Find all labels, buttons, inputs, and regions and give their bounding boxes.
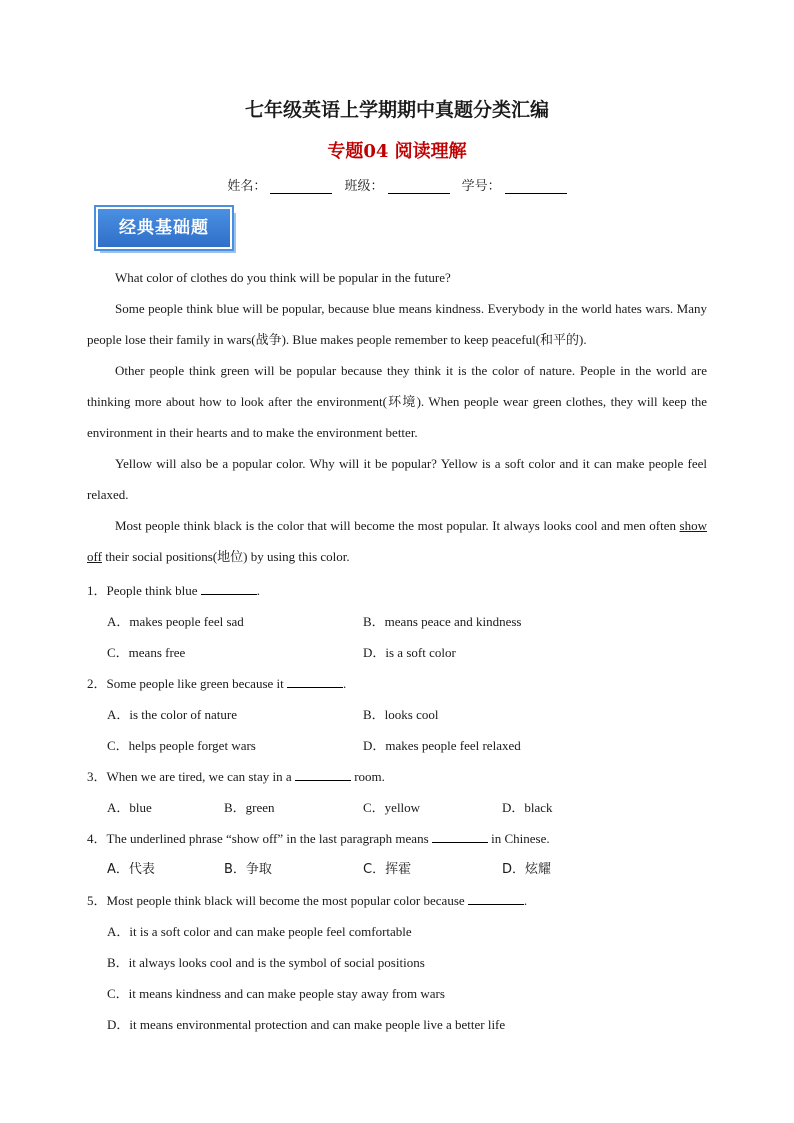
question-1-options-row-1 — [87, 606, 707, 637]
underlined-phrase: show off — [87, 518, 707, 564]
option-c: C．means free — [107, 645, 186, 660]
class-field — [344, 175, 449, 194]
page-title: 七年级英语上学期期中真题分类汇编 — [244, 99, 549, 121]
student-info — [0, 175, 794, 194]
passage-paragraph-2: Some people think blue will be popular, because blue means kindness. Everybody in the world hates wars. Many people lose their family in wars(战争). Blue makes people remember to keep peaceful(和平的). — [87, 301, 707, 347]
option-a: A．blue — [107, 800, 152, 815]
option-b: B．looks cool — [363, 707, 439, 722]
option-c: C．it means kindness and can make people stay away from wars — [107, 986, 445, 1001]
question-2-options-row-2 — [87, 730, 707, 761]
option-b: B．争取 — [224, 862, 272, 877]
answer-blank — [201, 583, 257, 595]
question-2-stem — [87, 668, 707, 699]
option-d: D．black — [502, 800, 553, 815]
class-label: 班级： — [344, 179, 384, 194]
answer-blank — [432, 831, 488, 843]
name-blank — [270, 181, 332, 194]
stem-text: Some people like green because it — [106, 676, 288, 691]
question-number: 2． — [87, 676, 107, 691]
question-number: 4． — [87, 831, 107, 846]
question-2-options-row-1 — [87, 699, 707, 730]
option-a: A．makes people feel sad — [107, 614, 244, 629]
question-list — [87, 575, 707, 1040]
stem-text-end: in Chinese. — [487, 831, 550, 846]
stem-text: Most people think black will become the most popular color because — [106, 893, 468, 908]
stem-text: People think blue — [106, 583, 201, 598]
option-d: D．炫耀 — [502, 862, 552, 877]
stem-text: The underlined phrase “show off” in the last paragraph means — [106, 831, 432, 846]
p5-text-after: their social positions(地位) by using this color. — [101, 549, 350, 564]
question-4-options-row — [87, 854, 707, 885]
badge-label: 经典基础题 — [119, 218, 209, 238]
question-3-options-row — [87, 792, 707, 823]
student-id-field — [462, 175, 567, 194]
question-number: 1． — [87, 583, 107, 598]
question-5-option-c — [87, 978, 707, 1009]
question-4-stem — [87, 823, 707, 854]
option-b: B．it always looks cool and is the symbol of social positions — [107, 955, 425, 970]
student-id-label: 学号： — [461, 179, 501, 194]
question-5-stem — [87, 885, 707, 916]
question-number: 3． — [87, 769, 107, 784]
answer-blank — [295, 769, 351, 781]
question-1-stem — [87, 575, 707, 606]
option-b: B．means peace and kindness — [363, 614, 522, 629]
reading-passage — [87, 262, 707, 572]
question-number: 5． — [87, 893, 107, 908]
option-c: C．helps people forget wars — [107, 738, 256, 753]
page-subtitle: 专题04 阅读理解 — [327, 141, 467, 162]
option-c: C．挥霍 — [363, 862, 412, 877]
question-3-stem — [87, 761, 707, 792]
passage-paragraph-5 — [87, 510, 707, 572]
question-1-options-row-2 — [87, 637, 707, 668]
name-label: 姓名： — [227, 179, 267, 194]
option-a: A．it is a soft color and can make people feel comfortable — [107, 924, 412, 939]
passage-paragraph-4: Yellow will also be a popular color. Why will it be popular? Yellow is a soft color and it can make people feel relaxed. — [87, 456, 707, 502]
option-a: A．代表 — [107, 862, 155, 877]
option-c: C．yellow — [363, 800, 421, 815]
answer-blank — [287, 676, 343, 688]
question-5-option-a — [87, 916, 707, 947]
answer-blank — [468, 893, 524, 905]
class-blank — [388, 181, 450, 194]
option-d: D．it means environmental protection and can make people live a better life — [107, 1017, 506, 1032]
section-badge — [96, 207, 240, 255]
student-id-blank — [505, 181, 567, 194]
question-5-option-b — [87, 947, 707, 978]
stem-text-end: room. — [350, 769, 385, 784]
stem-text: When we are tired, we can stay in a — [106, 769, 295, 784]
option-a: A．is the color of nature — [107, 707, 237, 722]
name-field — [227, 175, 332, 194]
stem-text-end: . — [343, 676, 347, 691]
option-d: D．makes people feel relaxed — [363, 738, 521, 753]
stem-text-end: . — [256, 583, 261, 598]
passage-paragraph-3: Other people think green will be popular because they think it is the color of nature. People in the world are thinking more about how to look after the environment(环境). When people wear green clothes, they will keep the environment in their hearts and to make the environment better. — [87, 363, 707, 440]
option-b: B．green — [224, 800, 275, 815]
passage-paragraph-1: What color of clothes do you think will be popular in the future? — [115, 270, 451, 285]
option-d: D．is a soft color — [363, 645, 456, 660]
question-5-option-d — [87, 1009, 707, 1040]
stem-text-end: . — [523, 893, 528, 908]
p5-text-before: Most people think black is the color that will become the most popular. It always looks cool and men often — [115, 518, 680, 533]
